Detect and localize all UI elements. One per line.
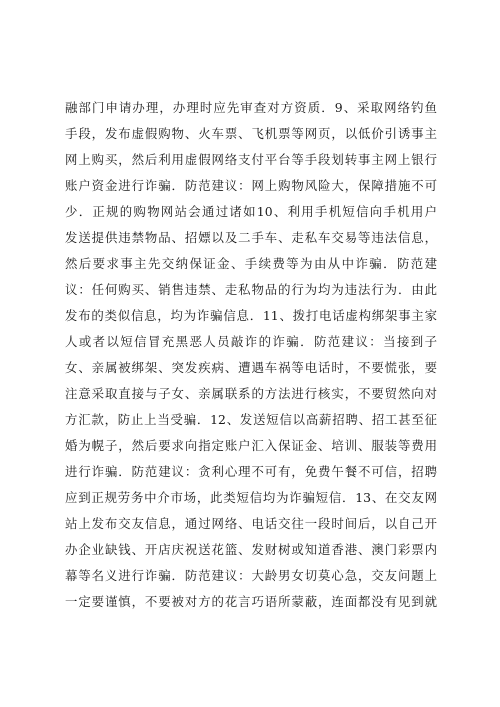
text-line: 然后要求事主先交纳保证金、手续费等为由从中诈骗．防范建 <box>65 256 437 271</box>
text-line: 女、亲属被绑架、突发疾病、遭遇车祸等电话时，不要慌张，要 <box>65 360 437 375</box>
text-line: 少．正规的购物网站会通过诸如10、利用手机短信向手机用户 <box>65 204 437 219</box>
text-line: 方汇款，防止上当受骗．12、发送短信以高薪招聘、招工甚至征 <box>65 412 437 427</box>
text-line: 议：任何购买、销售违禁、走私物品的行为均为违法行为．由此 <box>65 282 437 297</box>
text-line: 发布的类似信息，均为诈骗信息．11、拨打电话虚构绑架事主家 <box>65 308 437 323</box>
text-line: 一定要谨慎，不要被对方的花言巧语所蒙蔽，连面都没有见到就 <box>65 594 437 609</box>
text-line: 婚为幌子，然后要求向指定账户汇入保证金、培训、服装等费用 <box>65 438 437 453</box>
text-line: 发送提供违禁物品、招嫖以及二手车、走私车交易等违法信息， <box>65 230 437 245</box>
text-line: 进行诈骗．防范建议：贪利心理不可有，免费午餐不可信，招聘 <box>65 464 437 479</box>
text-line: 站上发布交友信息，通过网络、电话交往一段时间后，以自己开 <box>65 516 437 531</box>
text-line: 办企业缺钱、开店庆祝送花篮、发财树或知道香港、澳门彩票内 <box>65 542 437 557</box>
text-line: 应到正规劳务中介市场，此类短信均为诈骗短信．13、在交友网 <box>65 490 437 505</box>
body-text <box>65 95 437 615</box>
text-line: 账户资金进行诈骗．防范建议：网上购物风险大，保障措施不可 <box>65 178 437 193</box>
text-line: 注意采取直接与子女、亲属联系的方法进行核实，不要贸然向对 <box>65 386 437 401</box>
text-line: 人或者以短信冒充黑恶人员敲诈的诈骗．防范建议：当接到子 <box>65 334 437 349</box>
text-line: 网上购买，然后利用虚假网络支付平台等手段划转事主网上银行 <box>65 152 437 167</box>
text-line: 幕等名义进行诈骗．防范建议：大龄男女切莫心急，交友问题上 <box>65 568 437 583</box>
text-line: 手段，发布虚假购物、火车票、飞机票等网页，以低价引诱事主 <box>65 126 437 141</box>
text-line: 融部门申请办理，办理时应先审查对方资质．9、采取网络钓鱼 <box>65 100 437 115</box>
